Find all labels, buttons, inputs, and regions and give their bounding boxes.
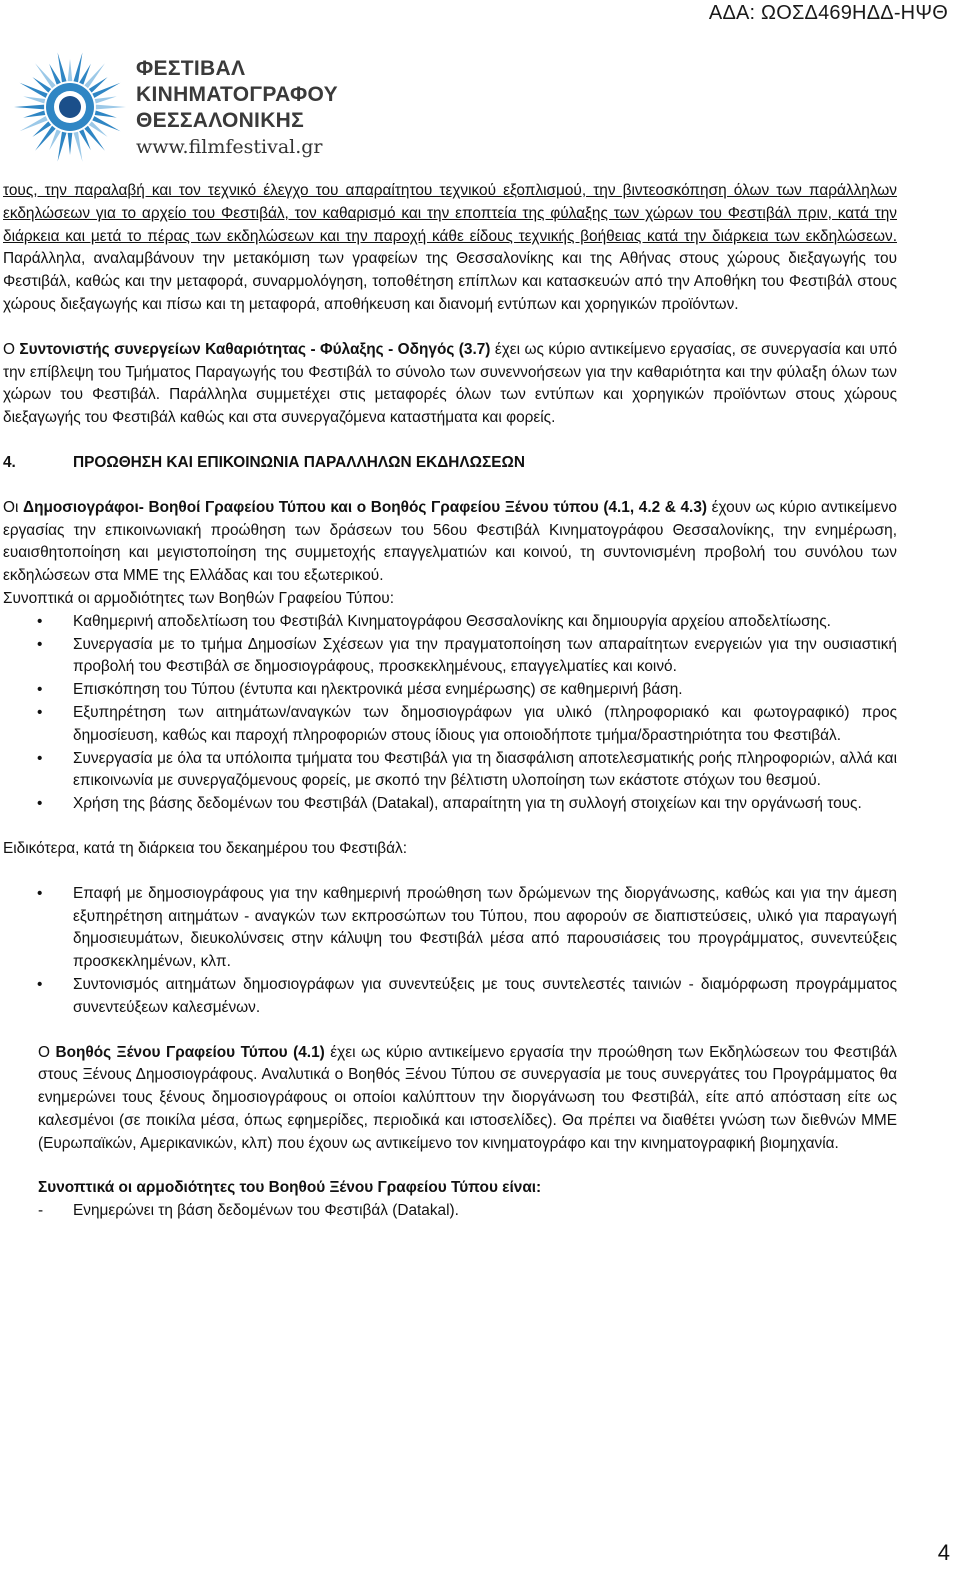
ada-code: ΑΔΑ: ΩΟΣΔ469ΗΔΔ-ΗΨΘ [708,2,948,24]
logo-line-2: ΚΙΝΗΜΑΤΟΓΡΑΦΟΥ [136,83,338,106]
sun-ray [84,63,105,88]
paragraph-festival-period: Ειδικότερα, κατά τη διάρκεια του δεκαημέρου του Φεστιβάλ: [3,839,408,857]
sun-emblem-icon [8,50,132,168]
page-number: 4 [937,1540,950,1566]
section-heading [3,452,897,475]
role-title: Δημοσιογράφοι- Βοηθοί Γραφείου Τύπου και ο Βοηθός Γραφείου Ξένου τύπου (4.1, 4.2 & 4.3) [23,498,708,516]
list-item: • Επισκόπηση του Τύπου (έντυπα και ηλεκτρονικά μέσα ενημέρωσης) σε καθημερινή βάση. [3,679,897,702]
dash-list-item [3,1200,897,1223]
paragraph-duties-intro: Συνοπτικά οι αρμοδιότητες των Βοηθών Γραφείου Τύπου: [3,589,394,607]
sun-ray [73,132,82,162]
underlined-text: τους, την παραλαβή και τον τεχνικό έλεγχο του απαραίτητου τεχνικού εξοπλισμού, την βιντεοσκόπηση όλων των παράλληλων εκδηλώσεων για το αρχείο του Φεστιβάλ, τον καθαρισμό και την εποπτεία της φύλαξης των χώρων του Φεστιβάλ πριν, κατά την διάρκεια και μετά το πέρας των εκδηλώσεων και την παροχή κάθε είδους τεχνικής βοήθειας κατά την διάρκεια των εκδηλώσεων. [3,182,897,245]
paragraph-text: Παράλληλα, αναλαμβάνουν την μετακόμιση των γραφείων της Θεσσαλονίκης και της Αθήνας στους χώρους διεξαγωγής του Φεστιβάλ, καθώς και την μεταφορά, συναρμολόγηση, τοποθέτηση επίπλων και κατασκευών από την Αποθήκη του Φεστιβάλ στους χώρους διεξαγωγής και πίσω και τη μεταφορά, αποθήκευση και διανομή εντύπων και χορηγικών προϊόντων. [3,250,897,313]
role-title: Συντονιστής συνεργείων Καθαριότητας - Φύλαξης - Οδηγός (3.7) [19,340,491,358]
sun-ray [68,59,73,81]
document-body [3,180,897,1223]
duties-list [3,611,897,816]
list-item: • Επαφή με δημοσιογράφους για την καθημερινή προώθηση των δρώμενων της διοργάνωσης, καθώς και για την άμεση εξυπηρέτηση αιτημάτων - αναγκών των εκπροσώπων του Τύπου, που αφορούν σε διαπιστεύσεις, υλικό για παραγωγή δημοσιευμάτων, διευκολύνσεις στην κάλυψη του Φεστιβάλ μέσα από παρουσιάσεις του προγράμματος, συνεντεύξεις προσκεκλημένων, κλπ. [3,883,897,974]
dash-marker: - [38,1202,44,1220]
paragraph-text: έχουν ως κύριο αντικείμενο εργασίας την επικοινωνιακή προώθηση των δράσεων του 56ου Φεστιβάλ Κινηματογράφου Θεσσαλονίκης, την ενημέρωση, ευαισθητοποίηση και μεγιστοποίηση της συμμετοχής επαγγελματιών και κοινού, τη συντονισμένη προβολή του συνόλου των εκδηλώσεων στα ΜΜΕ της Ελλάδας και του εξωτερικού. [3,498,897,585]
sun-ray [96,105,126,110]
sun-ray [95,96,117,103]
list-item: • Συνεργασία με όλα τα υπόλοιπα τμήματα του Φεστιβάλ για τη διασφάλιση αποτελεσματικής ροής πληροφοριών, αλλά και επικοινωνία με συνεργαζόμενους φορείς, με σκοπό την βέλτιστη υλοποίηση των εκάστοτε στόχων του θεσμού. [3,748,897,794]
sun-ray [14,105,44,110]
list-item: • Συντονισμός αιτημάτων δημοσιογράφων για συνεντεύξεις με τους συντελεστές ταινιών - διαμόρφωση προγράμματος συνεντεύξεων καλεσμένων. [3,974,897,1020]
paragraph-press-office: Οι Δημοσιογράφοι- Βοηθοί Γραφείου Τύπου και ο Βοηθός Γραφείου Ξένου τύπου (4.1, 4.2 & 4.3) έχουν ως κύριο αντικείμενο εργασίας την επικοινωνιακή προώθηση των δράσεων του 56ου Φεστιβάλ Κινηματογράφου Θεσσαλονίκης, την ενημέρωση, ευαισθητοποίηση και μεγιστοποίηση της συμμετοχής επαγγελματιών και κοινού, τη συντονισμένη προβολή του συνόλου των εκδηλώσεων στα ΜΜΕ της Ελλάδας και του εξωτερικού. [3,498,897,585]
dash-item-text: Ενημερώνει τη βάση δεδομένων του Φεστιβάλ (Datakal). [73,1202,459,1220]
paragraph-foreign-press: Ο Βοηθός Ξένου Γραφείου Τύπου (4.1) έχει ως κύριο αντικείμενο εργασία την προώθηση των Εκδηλώσεων του Φεστιβάλ στους Ξένους Δημοσιογράφους. Αναλυτικά ο Βοηθός Ξένου Τύπου σε συνεργασία με τους συνεργάτες του Προγράμματος θα ενημερώνει τους ξένους δημοσιογράφους οι οποίοι καλύπτουν την διοργάνωση του Φεστιβάλ, είτε από απόσταση είτε ως καλεσμένοι (σε ποικίλα μέσα, όπως εφημερίδες, περιοδικά και ιστοσελίδες). Θα πρέπει να διαθέτει γνώση των διεθνών ΜΜΕ (Ευρωπαϊκών, Αμερικανικών, κλπ) που έχουν ως αντικείμενο τον κινηματογράφο και την κινηματογραφική βιομηχανία. [38,1043,897,1152]
paragraph-technical-crew [3,180,897,317]
festival-logo [8,50,368,168]
sun-ray [58,52,67,82]
sun-ray [95,110,117,117]
role-title: Βοηθός Ξένου Γραφείου Τύπου (4.1) [55,1043,325,1061]
logo-line-3: ΘΕΣΣΑΛΟΝΙΚΗΣ [136,109,305,132]
festival-duties-list [3,883,897,1020]
section-number: 4. [3,453,16,471]
logo-url: www.filmfestival.gr [136,136,323,158]
list-item: • Συνεργασία με το τμήμα Δημοσίων Σχέσεων για την πραγματοποίηση των απαραίτητων ενεργειών για την ουσιαστική προβολή του Φεστιβάλ σε δημοσιογράφους, προσκεκλημένους, επαγγελματίες και κοινό. [3,634,897,680]
sun-ray [35,126,56,151]
sun-ray [23,110,45,117]
sun-ray [58,132,67,162]
sun-ray [23,96,45,103]
foreign-duties-heading: Συνοπτικά οι αρμοδιότητες του Βοηθού Ξένου Γραφείου Τύπου είναι: [38,1179,542,1197]
logo-line-1: ΦΕΣΤΙΒΑΛ [136,57,246,80]
paragraph-cleaning-coordinator: Ο Συντονιστής συνεργείων Καθαριότητας - Φύλαξης - Οδηγός (3.7) έχει ως κύριο αντικείμενο εργασίας, σε συνεργασία και υπό την επίβλεψη του Τμήματος Παραγωγής του Φεστιβάλ το σύνολο των συνεννοήσεων για την καθαριότητα και την φύλαξη όλων των χώρων του Φεστιβάλ. Παράλληλα συμμετέχει στις μεταφορές όλων των εντύπων και χορηγικών προϊόντων στους χώρους διεξαγωγής του Φεστιβάλ καθώς και στα συνεργαζόμενα καταστήματα και φορείς. [3,340,898,427]
sun-ray [84,126,105,151]
sun-ray [68,133,73,155]
sun-ray [35,63,56,88]
section-title: ΠΡΟΩΘΗΣΗ ΚΑΙ ΕΠΙΚΟΙΝΩΝΙΑ ΠΑΡΑΛΛΗΛΩΝ ΕΚΔΗΛΩΣΕΩΝ [73,453,525,471]
sun-ray [73,52,82,82]
paragraph-text: έχει ως κύριο αντικείμενο εργασία την προώθηση των Εκδηλώσεων του Φεστιβάλ στους Ξένους Δημοσιογράφους. Αναλυτικά ο Βοηθός Ξένου Τύπου σε συνεργασία με τους συνεργάτες του Προγράμματος θα ενημερώνει τους ξένους δημοσιογράφους οι οποίοι καλύπτουν την διοργάνωση του Φεστιβάλ, είτε από απόσταση είτε ως καλεσμένοι (σε ποικίλα μέσα, όπως εφημερίδες, περιοδικά και ιστοσελίδες). Θα πρέπει να διαθέτει γνώση των διεθνών ΜΜΕ (Ευρωπαϊκών, Αμερικανικών, κλπ) που έχουν ως αντικείμενο τον κινηματογράφο και την κινηματογραφική βιομηχανία. [38,1043,897,1152]
paragraph-text: έχει ως κύριο αντικείμενο εργασίας, σε συνεργασία και υπό την επίβλεψη του Τμήματος Παραγωγής του Φεστιβάλ το σύνολο των συνεννοήσεων για την καθαριότητα και την φύλαξη όλων των χώρων του Φεστιβάλ. Παράλληλα συμμετέχει στις μεταφορές όλων των εντύπων και χορηγικών προϊόντων στους χώρους διεξαγωγής του Φεστιβάλ καθώς και στα συνεργαζόμενα καταστήματα και φορείς. [3,340,898,427]
list-item: • Καθημερινή αποδελτίωση του Φεστιβάλ Κινηματογράφου Θεσσαλονίκης και δημιουργία αρχείου αποδελτίωσης. [3,611,897,634]
list-item: • Εξυπηρέτηση των αιτημάτων/αναγκών των δημοσιογράφων για υλικό (πληροφοριακό και φωτογραφικό) προς δημοσίευση, καθώς και παροχή πληροφοριών στους ίδιους για οποιοδήποτε τμήμα/δραστηριότητα του Φεστιβάλ. [3,702,897,748]
list-item: • Χρήση της βάσης δεδομένων του Φεστιβάλ (Datakal), απαραίτητη για τη συλλογή στοιχείων και την οργάνωσή τους. [3,793,897,816]
